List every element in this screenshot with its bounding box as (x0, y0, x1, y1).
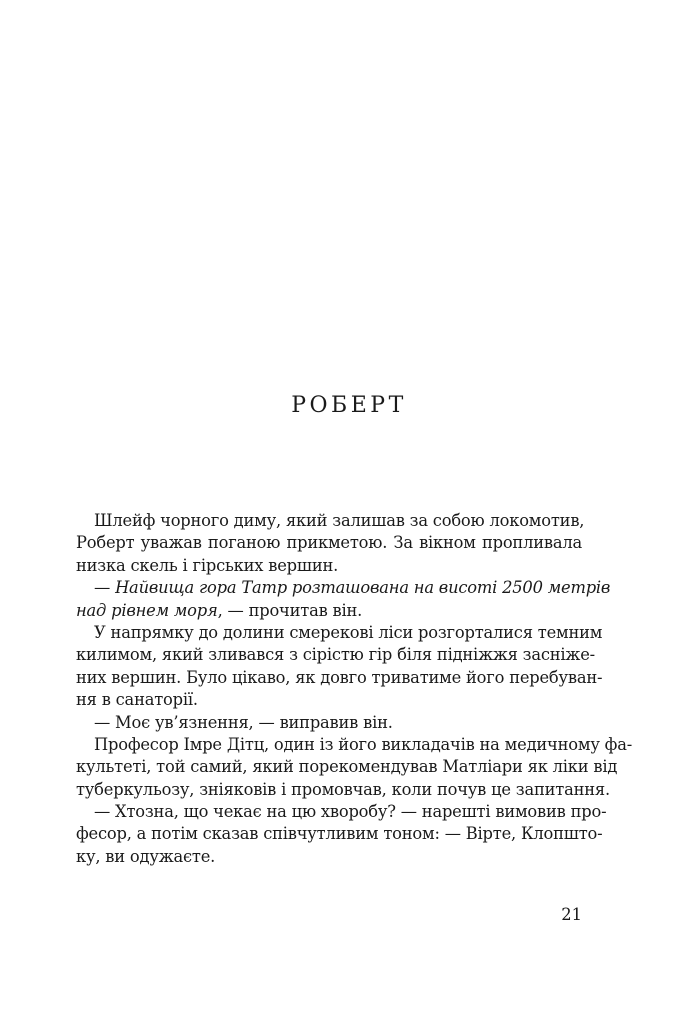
paragraph-6 (76, 801, 607, 868)
text-line: — Хтозна, що чекає на цю хворобу? — нарешті вимовив про- (94, 802, 607, 822)
paragraph-5 (76, 734, 633, 801)
text-line: — Моє ув’язнення, — виправив він. (94, 712, 393, 732)
text-line: килимом, який зливався з сірістю гір біля підніжжя засніже- (76, 645, 595, 665)
text-line (76, 577, 611, 599)
page-number: 21 (561, 905, 582, 924)
text-line: низка скель і гірських вершин. (76, 555, 339, 575)
italic-quote: Найвища гора Татр розташована на висоті 2500 метрів (115, 578, 611, 598)
text-line: У напрямку до долини смерекові ліси розгорталися темним (94, 622, 603, 642)
text-rest: , — прочитав він. (217, 600, 363, 620)
chapter-title: РОБЕРТ (291, 393, 407, 418)
dash: — (94, 578, 116, 598)
text-line: них вершин. Було цікаво, як довго триватиме його перебуван- (76, 667, 603, 687)
text-line: ня в санаторії. (76, 690, 198, 710)
text-line: Роберт уважав поганою прикметою. За вікном пропливала (76, 533, 582, 553)
text-line: Професор Імре Дітц, один із його викладачів на медичному фа- (94, 734, 633, 754)
paragraph-1 (76, 510, 585, 577)
text-line: Шлейф чорного диму, який залишав за собою локомотив, (94, 511, 585, 530)
body-text (76, 510, 633, 868)
text-line: ку, ви одужаєте. (76, 846, 216, 866)
paragraph-4 (76, 712, 582, 734)
text-line (76, 600, 582, 622)
paragraph-2 (76, 577, 611, 622)
italic-quote: над рівнем моря (76, 600, 218, 620)
text-line: культеті, той самий, який порекомендував Матліари як ліки від (76, 757, 618, 777)
paragraph-3 (76, 622, 603, 712)
text-line: фесор, а потім сказав співчутливим тоном: — Вірте, Клопшто- (76, 824, 603, 844)
text-line: туберкульозу, зніяковів і промовчав, коли почув це запитання. (76, 779, 610, 799)
